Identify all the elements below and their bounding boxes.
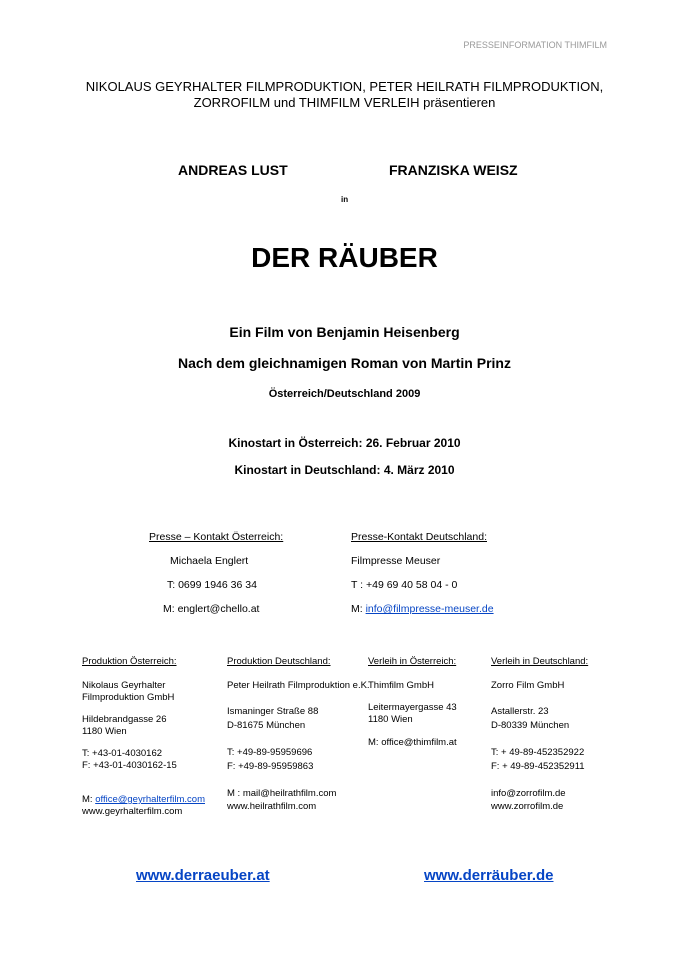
- press-austria-heading: Presse – Kontakt Österreich:: [149, 531, 284, 543]
- release-austria: Kinostart in Österreich: 26. Februar 2010: [228, 436, 461, 450]
- prod-germany-city: D-81675 München: [227, 720, 306, 731]
- actor-franziska-weisz: FRANZISKA WEISZ: [389, 162, 518, 178]
- dist-germany-heading: Verleih in Deutschland:: [491, 656, 589, 667]
- prod-germany-web: www.heilrathfilm.com: [227, 801, 317, 812]
- header-label: PRESSEINFORMATION THIMFILM: [463, 40, 607, 50]
- dist-austria-company: Thimfilm GmbH: [368, 680, 434, 691]
- presenters-block: [0, 79, 689, 111]
- dist-germany-email: info@zorrofilm.de: [491, 788, 566, 799]
- release-germany: Kinostart in Deutschland: 4. März 2010: [234, 463, 455, 477]
- prod-austria-email: [82, 794, 205, 806]
- prod-austria-phone: T: +43-01-4030162: [82, 748, 163, 759]
- press-austria-phone: T: 0699 1946 36 34: [167, 579, 257, 591]
- website-at-link[interactable]: www.derraeuber.at: [136, 867, 270, 884]
- country-year: Österreich/Deutschland 2009: [268, 388, 421, 400]
- dist-germany-city: D-80339 München: [491, 720, 570, 731]
- press-austria-name: Michaela Englert: [170, 555, 249, 567]
- presenters-line-2: ZORROFILM und THIMFILM VERLEIH präsentieren: [193, 95, 496, 110]
- prod-austria-web: www.geyrhalterfilm.com: [82, 806, 183, 817]
- prod-germany-street: Ismaninger Straße 88: [227, 706, 319, 717]
- website-de-link[interactable]: www.derräuber.de: [424, 867, 554, 884]
- press-germany-phone: T : +49 69 40 58 04 - 0: [351, 579, 458, 591]
- press-germany-heading: Presse-Kontakt Deutschland:: [351, 531, 487, 543]
- film-title: DER RÄUBER: [251, 242, 438, 273]
- dist-germany-web: www.zorrofilm.de: [491, 801, 564, 812]
- prod-germany-fax: F: +49-89-95959863: [227, 761, 314, 772]
- prod-austria-street: Hildebrandgasse 26: [82, 714, 167, 725]
- dist-germany-fax: F: + 49-89-452352911: [491, 761, 585, 772]
- dist-austria-city: 1180 Wien: [368, 714, 413, 725]
- prod-austria-email-prefix: M:: [82, 794, 96, 805]
- dist-germany-company: Zorro Film GmbH: [491, 680, 565, 691]
- prod-germany-company: Peter Heilrath Filmproduktion e.K.: [227, 680, 370, 691]
- prod-austria-email-link[interactable]: office@geyrhalterfilm.com: [95, 794, 205, 805]
- prod-austria-heading: Produktion Österreich:: [82, 656, 177, 667]
- prod-austria-city: 1180 Wien: [82, 726, 127, 737]
- dist-germany-phone: T: + 49-89-452352922: [491, 747, 585, 758]
- dist-austria-heading: Verleih in Österreich:: [368, 656, 457, 667]
- presenters-line-1: NIKOLAUS GEYRHALTER FILMPRODUKTION, PETER HEILRATH FILMPRODUKTION,: [85, 79, 604, 94]
- press-germany-email: [351, 603, 494, 615]
- dist-austria-email: M: office@thimfilm.at: [368, 737, 457, 748]
- prod-germany-phone: T: +49-89-95959696: [227, 747, 313, 758]
- prod-austria-company-line2: Filmproduktion GmbH: [82, 692, 175, 703]
- novel-line: Nach dem gleichnamigen Roman von Martin Prinz: [178, 355, 511, 371]
- dist-germany-street: Astallerstr. 23: [491, 706, 549, 717]
- press-germany-email-link[interactable]: info@filmpresse-meuser.de: [365, 603, 494, 615]
- prod-germany-email: M : mail@heilrathfilm.com: [227, 788, 337, 799]
- director-line: Ein Film von Benjamin Heisenberg: [229, 324, 460, 340]
- press-germany-name: Filmpresse Meuser: [351, 555, 441, 567]
- in-label: in: [341, 195, 349, 204]
- prod-austria-company-line1: Nikolaus Geyrhalter: [82, 680, 166, 691]
- actor-andreas-lust: ANDREAS LUST: [178, 162, 288, 178]
- press-germany-email-prefix: M:: [351, 603, 366, 615]
- prod-germany-heading: Produktion Deutschland:: [227, 656, 331, 667]
- press-austria-email: M: englert@chello.at: [163, 603, 260, 615]
- prod-austria-fax: F: +43-01-4030162-15: [82, 760, 177, 771]
- dist-austria-street: Leitermayergasse 43: [368, 702, 457, 713]
